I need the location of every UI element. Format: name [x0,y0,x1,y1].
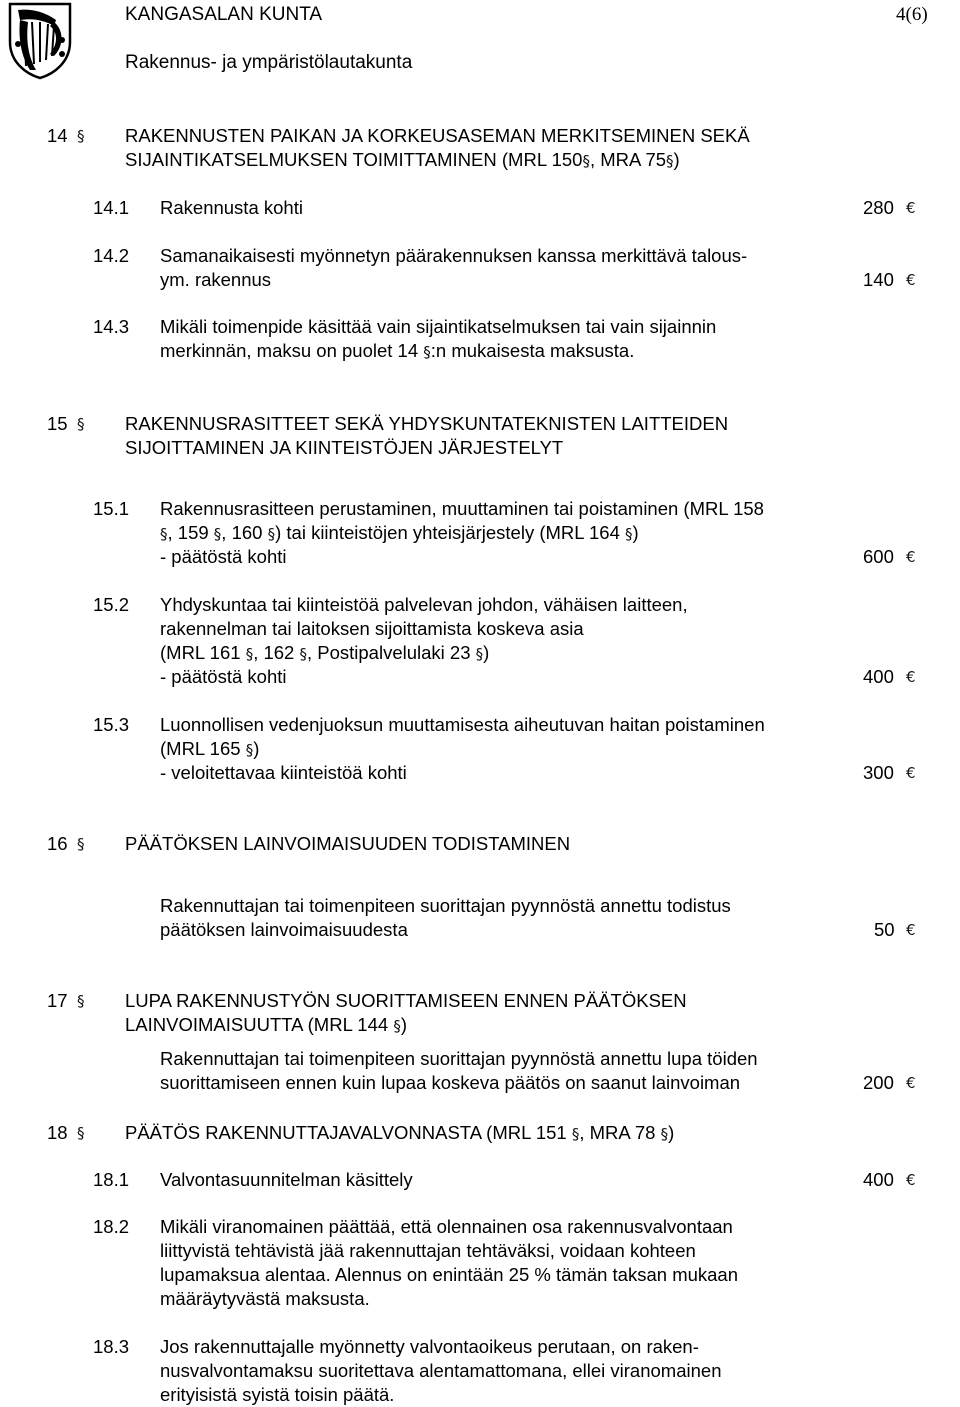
item-14-2-amount: 140 [863,269,894,290]
section-sign-icon: § [267,525,276,543]
section-14-title-line1: RAKENNUSTEN PAIKAN JA KORKEUSASEMAN MERKITSEMINEN SEKÄ [125,125,750,146]
item-15-1-number: 15.1 [93,498,130,519]
item-15-2-text-line4: - päätöstä kohti [160,666,287,687]
section-15-number: 15 [47,413,68,434]
section-14-title-line2: SIJAINTIKATSELMUKSEN TOIMITTAMINEN (MRL 150§, MRA 75§) [125,149,680,170]
item-18-2-text-line4: määräytyvästä maksusta. [160,1288,370,1309]
item-18-3-text-line1: Jos rakennuttajalle myönnetty valvontaoikeus perutaan, on raken- [160,1336,699,1357]
section-sign-icon: § [571,1125,580,1143]
item-15-1-text-line1: Rakennusrasitteen perustaminen, muuttaminen tai poistaminen (MRL 158 [160,498,764,519]
euro-icon: € [906,271,916,289]
item-18-2-number: 18.2 [93,1216,130,1237]
section-17-number: 17 [47,990,68,1011]
item-15-2-text-line3: (MRL 161 §, 162 §, Postipalvelulaki 23 §) [160,642,490,663]
euro-icon: € [906,668,916,686]
item-15-3-text-line1: Luonnollisen vedenjuoksun muuttamisesta aiheutuvan haitan poistaminen [160,714,765,735]
item-18-1-text: Valvontasuunnitelman käsittely [160,1169,413,1190]
item-18-3-text-line3: erityisistä syistä toisin päätä. [160,1384,395,1405]
item-18-2-text-line1: Mikäli viranomainen päättää, että olennainen osa rakennusvalvontaan [160,1216,733,1237]
section-16-text-line2: päätöksen lainvoimaisuudesta [160,919,408,940]
section-16-amount: 50 [874,919,895,940]
section-17-title-line2: LAINVOIMAISUUTTA (MRL 144 §) [125,1014,407,1035]
section-sign-icon: § [475,645,484,663]
item-15-2-number: 15.2 [93,594,130,615]
section-16-number: 16 [47,833,68,854]
section-sign-icon: § [393,1017,401,1035]
item-14-1-text: Rakennusta kohti [160,197,303,218]
section-17-text-line2: suorittamiseen ennen kuin lupaa koskeva päätös on saanut lainvoiman [160,1072,741,1093]
section-14-number: 14 [47,125,68,146]
section-sign-icon: § [213,525,222,543]
item-15-2-text-line2: rakennelman tai laitoksen sijoittamista koskeva asia [160,618,584,639]
section-sign-icon: § [77,127,85,145]
euro-icon: € [906,1074,916,1092]
euro-icon: € [906,764,916,782]
item-14-2-number: 14.2 [93,245,130,266]
section-sign-icon: § [77,835,85,853]
section-sign-icon: § [660,1125,669,1143]
item-15-3-text-line3: - veloitettavaa kiinteistöä kohti [160,762,407,783]
item-14-3-text-line1: Mikäli toimenpide käsittää vain sijaintikatselmuksen tai vain sijainnin [160,316,717,337]
section-sign-icon: § [423,343,431,361]
section-sign-icon: § [245,741,254,759]
municipal-coat-of-arms-logo [4,0,76,80]
item-18-1-number: 18.1 [93,1169,130,1190]
section-15-title-line2: SIJOITTAMINEN JA KIINTEISTÖJEN JÄRJESTELYT [125,437,564,458]
item-15-3-text-line2: (MRL 165 §) [160,738,260,759]
section-sign-icon: § [666,152,674,170]
section-sign-icon: § [582,152,590,170]
section-15-title-line1: RAKENNUSRASITTEET SEKÄ YHDYSKUNTATEKNISTEN LAITTEIDEN [125,413,729,434]
item-15-2-amount: 400 [863,666,894,687]
item-14-1-number: 14.1 [93,197,130,218]
section-sign-icon: § [77,992,85,1010]
section-18-number: 18 [47,1122,68,1143]
section-17-title-line1: LUPA RAKENNUSTYÖN SUORITTAMISEEN ENNEN PÄÄTÖKSEN [125,990,687,1011]
section-sign-icon: § [77,415,85,433]
item-15-3-number: 15.3 [93,714,130,735]
item-15-1-text-line2: §, 159 §, 160 §) tai kiinteistöjen yhteisjärjestely (MRL 164 §) [160,522,639,543]
item-14-2-text-line1: Samanaikaisesti myönnetyn päärakennuksen kanssa merkittävä talous- [160,245,748,266]
section-16-text-line1: Rakennuttajan tai toimenpiteen suorittajan pyynnöstä annettu todistus [160,895,731,916]
section-18-title: PÄÄTÖS RAKENNUTTAJAVALVONNASTA (MRL 151 §, MRA 78 §) [125,1122,675,1143]
item-14-3-text-line2: merkinnän, maksu on puolet 14 §:n mukaisesta maksusta. [160,340,635,361]
item-18-3-text-line2: nusvalvontamaksu suoritettava alentamattomana, ellei viranomainen [160,1360,722,1381]
section-sign-icon: § [625,525,633,543]
euro-icon: € [906,199,916,217]
municipality-name: KANGASALAN KUNTA [125,4,323,25]
section-sign-icon: § [299,645,307,663]
committee-name: Rakennus- ja ympäristölautakunta [125,52,413,73]
item-14-2-text-line2: ym. rakennus [160,269,272,290]
section-16-title: PÄÄTÖKSEN LAINVOIMAISUUDEN TODISTAMINEN [125,833,571,854]
item-15-1-text-line3: - päätöstä kohti [160,546,287,567]
item-15-2-text-line1: Yhdyskuntaa tai kiinteistöä palvelevan johdon, vähäisen laitteen, [160,594,688,615]
item-18-2-text-line2: liittyvistä tehtävistä jää rakennuttajan tehtäväksi, voidaan kohteen [160,1240,696,1261]
euro-icon: € [906,548,916,566]
section-sign-icon: § [77,1124,85,1142]
euro-icon: € [906,921,916,939]
item-18-3-number: 18.3 [93,1336,130,1357]
item-15-1-amount: 600 [863,546,894,567]
page-number: 4(6) [896,4,928,25]
section-sign-icon: § [160,525,168,543]
item-14-1-amount: 280 [863,197,894,218]
item-15-3-amount: 300 [863,762,894,783]
section-17-text-line1: Rakennuttajan tai toimenpiteen suorittajan pyynnöstä annettu lupa töiden [160,1048,758,1069]
section-17-amount: 200 [863,1072,894,1093]
item-18-2-text-line3: lupamaksua alentaa. Alennus on enintään 25 % tämän taksan mukaan [160,1264,739,1285]
item-14-3-number: 14.3 [93,316,130,337]
item-18-1-amount: 400 [863,1169,894,1190]
euro-icon: € [906,1171,916,1189]
section-sign-icon: § [245,645,254,663]
